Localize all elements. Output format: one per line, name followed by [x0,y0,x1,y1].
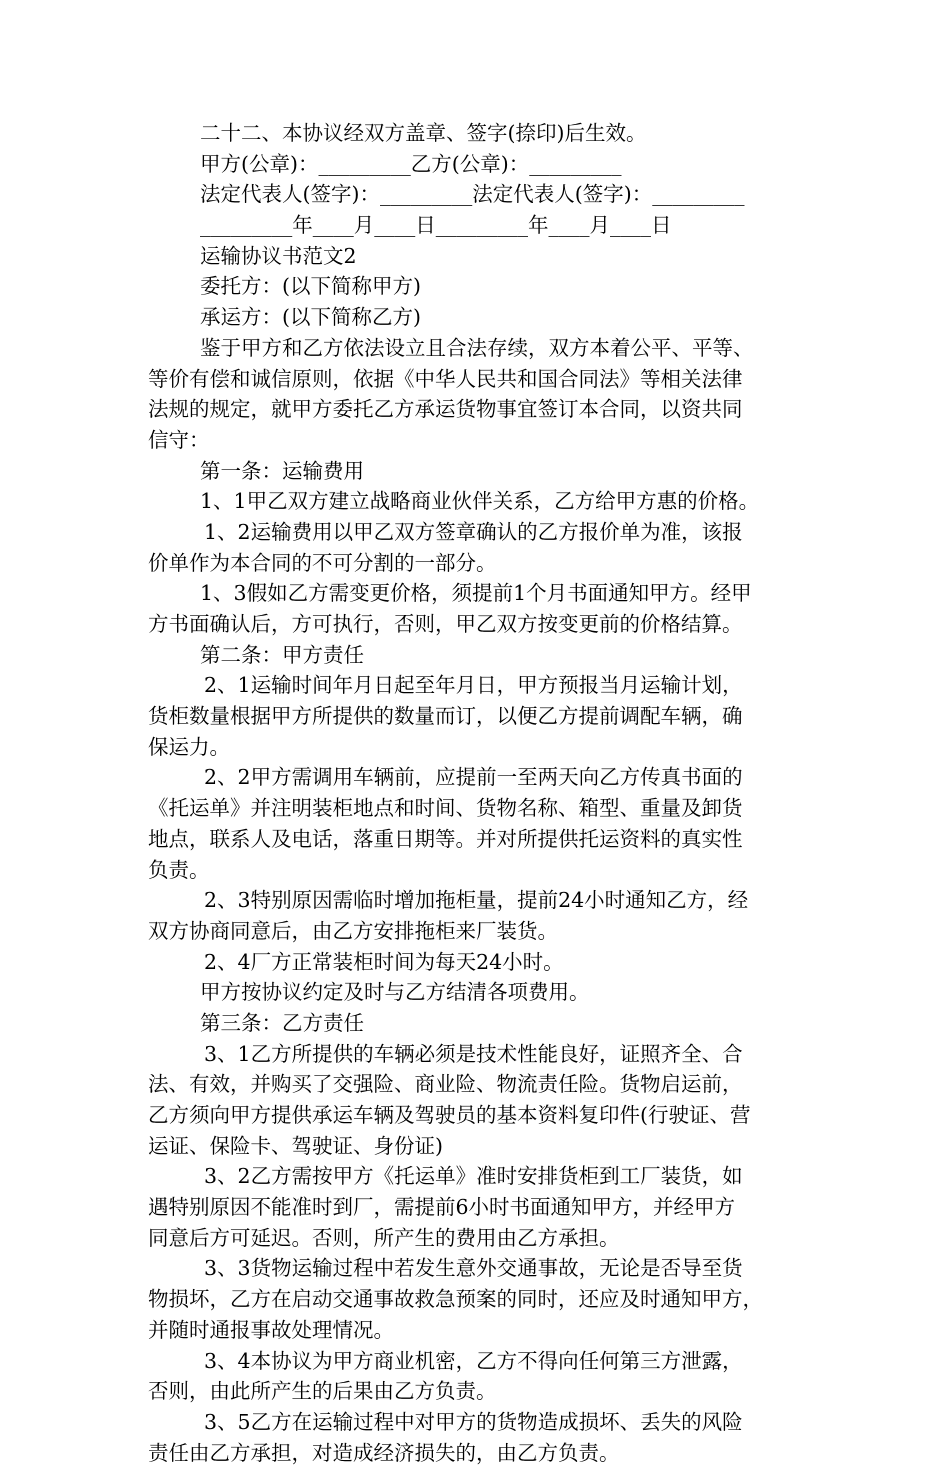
signing-date-line: _________年____月____日_________年____月____日 [200,213,672,238]
section-title: 运输协议书范文2 [200,243,357,268]
clause-line: 3、1乙方所提供的车辆必须是技术性能良好，证照齐全、合 [204,1041,743,1066]
article-2-heading: 第二条：甲方责任 [200,642,364,667]
preamble-line: 信守： [148,427,210,452]
clause-line: 负责。 [148,857,210,882]
clause-line: 1、3假如乙方需变更价格，须提前1个月书面通知甲方。经甲 [200,581,752,606]
clause-line: 责任由乙方承担，对造成经济损失的，由乙方负责。 [148,1440,620,1465]
article-3-heading: 第三条：乙方责任 [200,1010,364,1035]
consignor-line: 委托方：(以下简称甲方) [200,274,421,299]
preamble-line: 等价有偿和诚信原则，依据《中华人民共和国合同法》等相关法律 [148,366,743,391]
clause-line: 3、4本协议为甲方商业机密，乙方不得向任何第三方泄露， [204,1348,743,1373]
clause-line: 双方协商同意后，由乙方安排拖柜来厂装货。 [148,918,558,943]
clause-line: 1、1甲乙双方建立战略商业伙伴关系，乙方给甲方惠的价格。 [200,489,760,514]
clause-22-line: 二十二、本协议经双方盖章、签字(捺印)后生效。 [200,121,647,145]
preamble-line: 法规的规定，就甲方委托乙方承运货物事宜签订本合同，以资共同 [148,397,743,422]
clause-line: 3、2乙方需按甲方《托运单》准时安排货柜到工厂装货，如 [204,1164,743,1189]
legal-representative-line: 法定代表人(签字)：_________法定代表人(签字)：_________ [200,182,745,207]
clause-line: 运证、保险卡、驾驶证、身份证) [148,1133,443,1158]
preamble-line: 鉴于甲方和乙方依法设立且合法存续，双方本着公平、平等、 [200,335,754,360]
clause-line: 3、5乙方在运输过程中对甲方的货物造成损坏、丢失的风险 [204,1409,743,1434]
clause-line: 2、1运输时间年月日起至年月日，甲方预报当月运输计划， [204,673,743,698]
clause-line: 保运力。 [148,734,230,759]
clause-line: 并随时通报事故处理情况。 [148,1317,394,1342]
carrier-line: 承运方：(以下简称乙方) [200,305,421,330]
clause-line: 方书面确认后，方可执行，否则，甲乙双方按变更前的价格结算。 [148,612,743,636]
clause-line: 货柜数量根据甲方所提供的数量而订，以便乙方提前调配车辆，确 [148,704,743,729]
clause-line: 1、2运输费用以甲乙双方签章确认的乙方报价单为准，该报 [204,519,743,544]
article-1-heading: 第一条：运输费用 [200,458,364,483]
clause-line: 2、3特别原因需临时增加拖柜量，提前24小时通知乙方，经 [204,888,749,913]
clause-line: 法、有效，并购买了交强险、商业险、物流责任险。货物启运前， [148,1072,743,1097]
clause-line: 物损坏，乙方在启动交通事故救急预案的同时，还应及时通知甲方， [148,1287,763,1312]
clause-line: 遇特别原因不能准时到厂，需提前6小时书面通知甲方，并经甲方 [148,1195,736,1220]
clause-line: 3、3货物运输过程中若发生意外交通事故，无论是否导至货 [204,1256,743,1281]
party-a-seal-line: 甲方(公章)：_________乙方(公章)：_________ [200,151,622,176]
clause-line: 否则，由此所产生的后果由乙方负责。 [148,1379,497,1404]
clause-line: 同意后方可延迟。否则，所产生的费用由乙方承担。 [148,1225,620,1250]
clause-line: 价单作为本合同的不可分割的一部分。 [148,550,497,575]
clause-line: 甲方按协议约定及时与乙方结清各项费用。 [200,980,590,1005]
contract-body [148,118,808,1468]
clause-line: 2、2甲方需调用车辆前，应提前一至两天向乙方传真书面的 [204,765,743,790]
clause-line: 地点，联系人及电话，落重日期等。并对所提供托运资料的真实性 [148,826,743,851]
clause-line: 《托运单》并注明装柜地点和时间、货物名称、箱型、重量及卸货 [148,796,743,821]
clause-line: 乙方须向甲方提供承运车辆及驾驶员的基本资料复印件(行驶证、营 [148,1103,751,1127]
clause-line: 2、4厂方正常装柜时间为每天24小时。 [204,949,564,974]
